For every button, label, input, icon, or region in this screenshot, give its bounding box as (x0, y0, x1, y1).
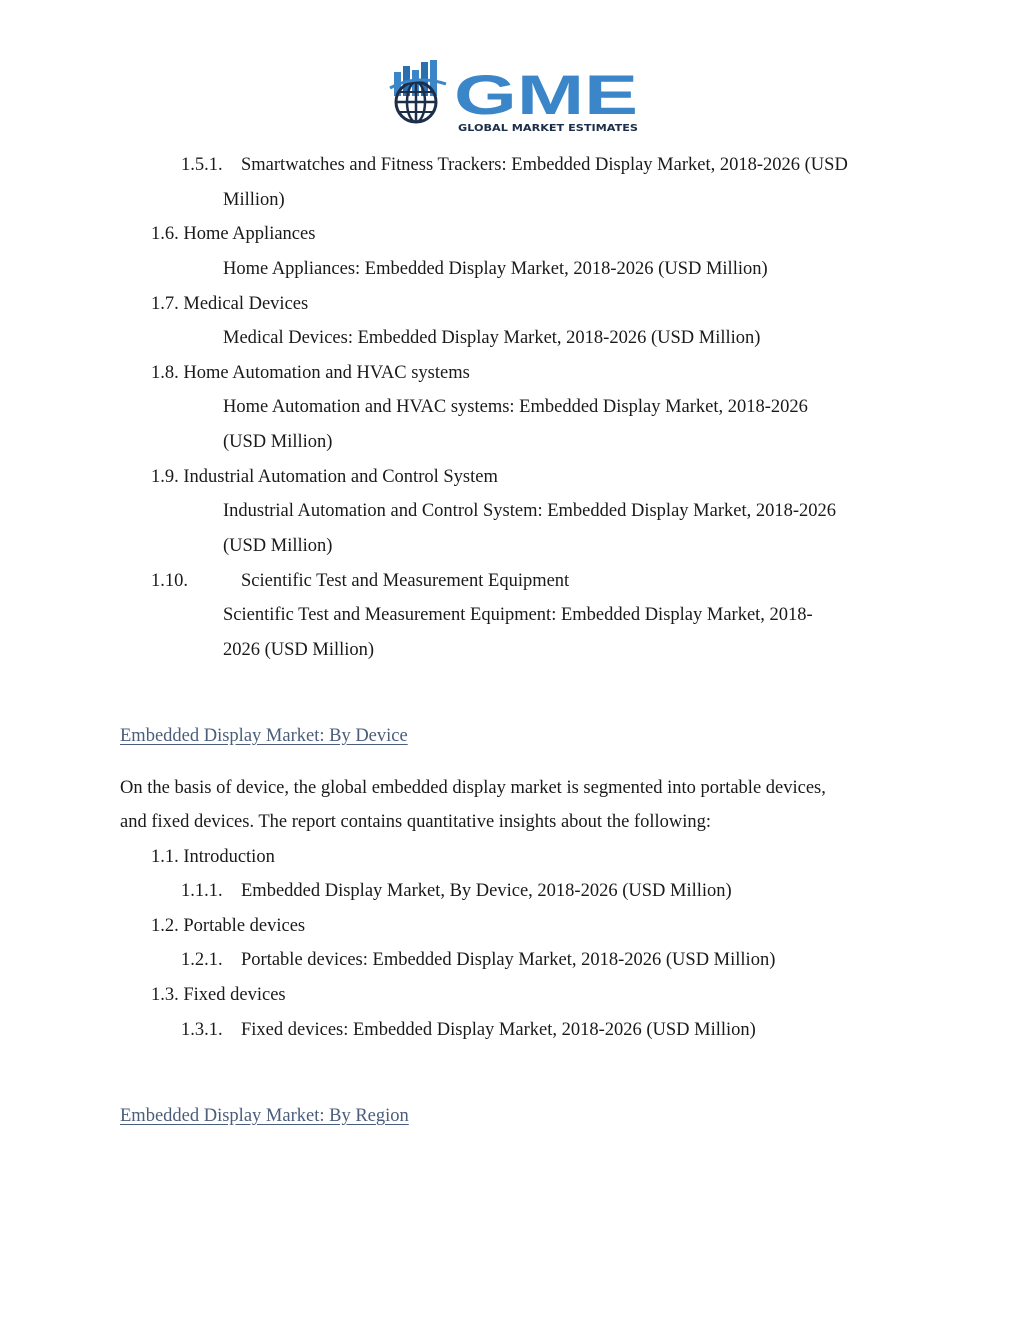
toc-subitem-medical-devices: Medical Devices: Embedded Display Market, 2018-2026 (USD Million) (223, 328, 761, 348)
toc-subitem-industrial-automation: Industrial Automation and Control System: Embedded Display Market, 2018-2026 (223, 501, 836, 521)
section-heading-by-device[interactable]: Embedded Display Market: By Device (120, 726, 408, 746)
toc-item-1-7: 1.7. Medical Devices (151, 294, 309, 314)
toc-item-1-3-1 (181, 1019, 756, 1041)
paragraph-line: and fixed devices. The report contains quantitative insights about the following: (120, 812, 712, 832)
toc-item-1-1: 1.1. Introduction (151, 847, 275, 867)
toc-item-continuation: (USD Million) (223, 432, 333, 452)
toc-item-1-2-1 (181, 949, 775, 971)
toc-number: 1.5.1. (181, 155, 223, 175)
toc-number: 1.3.1. (181, 1020, 223, 1040)
svg-text:GLOBAL MARKET ESTIMATES: GLOBAL MARKET ESTIMATES (458, 123, 639, 134)
toc-text: Fixed devices: Embedded Display Market, 2018-2026 (USD Million) (241, 1020, 756, 1040)
toc-subitem-scientific-test: Scientific Test and Measurement Equipment: Embedded Display Market, 2018- (223, 605, 813, 625)
toc-text: Portable devices: Embedded Display Market, 2018-2026 (USD Million) (241, 950, 776, 970)
toc-item-1-6: 1.6. Home Appliances (151, 224, 316, 244)
paragraph-line: On the basis of device, the global embedded display market is segmented into portable devices, (120, 778, 826, 798)
toc-item-continuation: 2026 (USD Million) (223, 640, 375, 660)
toc-item-1-9: 1.9. Industrial Automation and Control System (151, 467, 498, 487)
gme-logo (388, 58, 640, 134)
toc-item-1-2: 1.2. Portable devices (151, 916, 306, 936)
toc-text: Embedded Display Market, By Device, 2018-2026 (USD Million) (241, 881, 732, 901)
toc-text: Smartwatches and Fitness Trackers: Embedded Display Market, 2018-2026 (USD (241, 155, 848, 175)
toc-item-continuation: (USD Million) (223, 536, 333, 556)
toc-item-1-8: 1.8. Home Automation and HVAC systems (151, 363, 470, 383)
toc-item-1-10 (151, 570, 569, 592)
toc-subitem-home-appliances: Home Appliances: Embedded Display Market, 2018-2026 (USD Million) (223, 259, 768, 279)
section-heading-by-region[interactable]: Embedded Display Market: By Region (120, 1106, 409, 1126)
toc-item-continuation: Million) (223, 190, 285, 210)
toc-item-1-1-1 (181, 880, 732, 902)
svg-text:GME: GME (454, 63, 638, 126)
toc-item-1-5-1 (181, 154, 848, 176)
toc-number: 1.10. (151, 571, 188, 591)
toc-subitem-home-automation: Home Automation and HVAC systems: Embedded Display Market, 2018-2026 (223, 397, 808, 417)
toc-number: 1.2.1. (181, 950, 223, 970)
toc-item-1-3: 1.3. Fixed devices (151, 985, 286, 1005)
toc-text: Scientific Test and Measurement Equipment (241, 571, 570, 591)
toc-number: 1.1.1. (181, 881, 223, 901)
